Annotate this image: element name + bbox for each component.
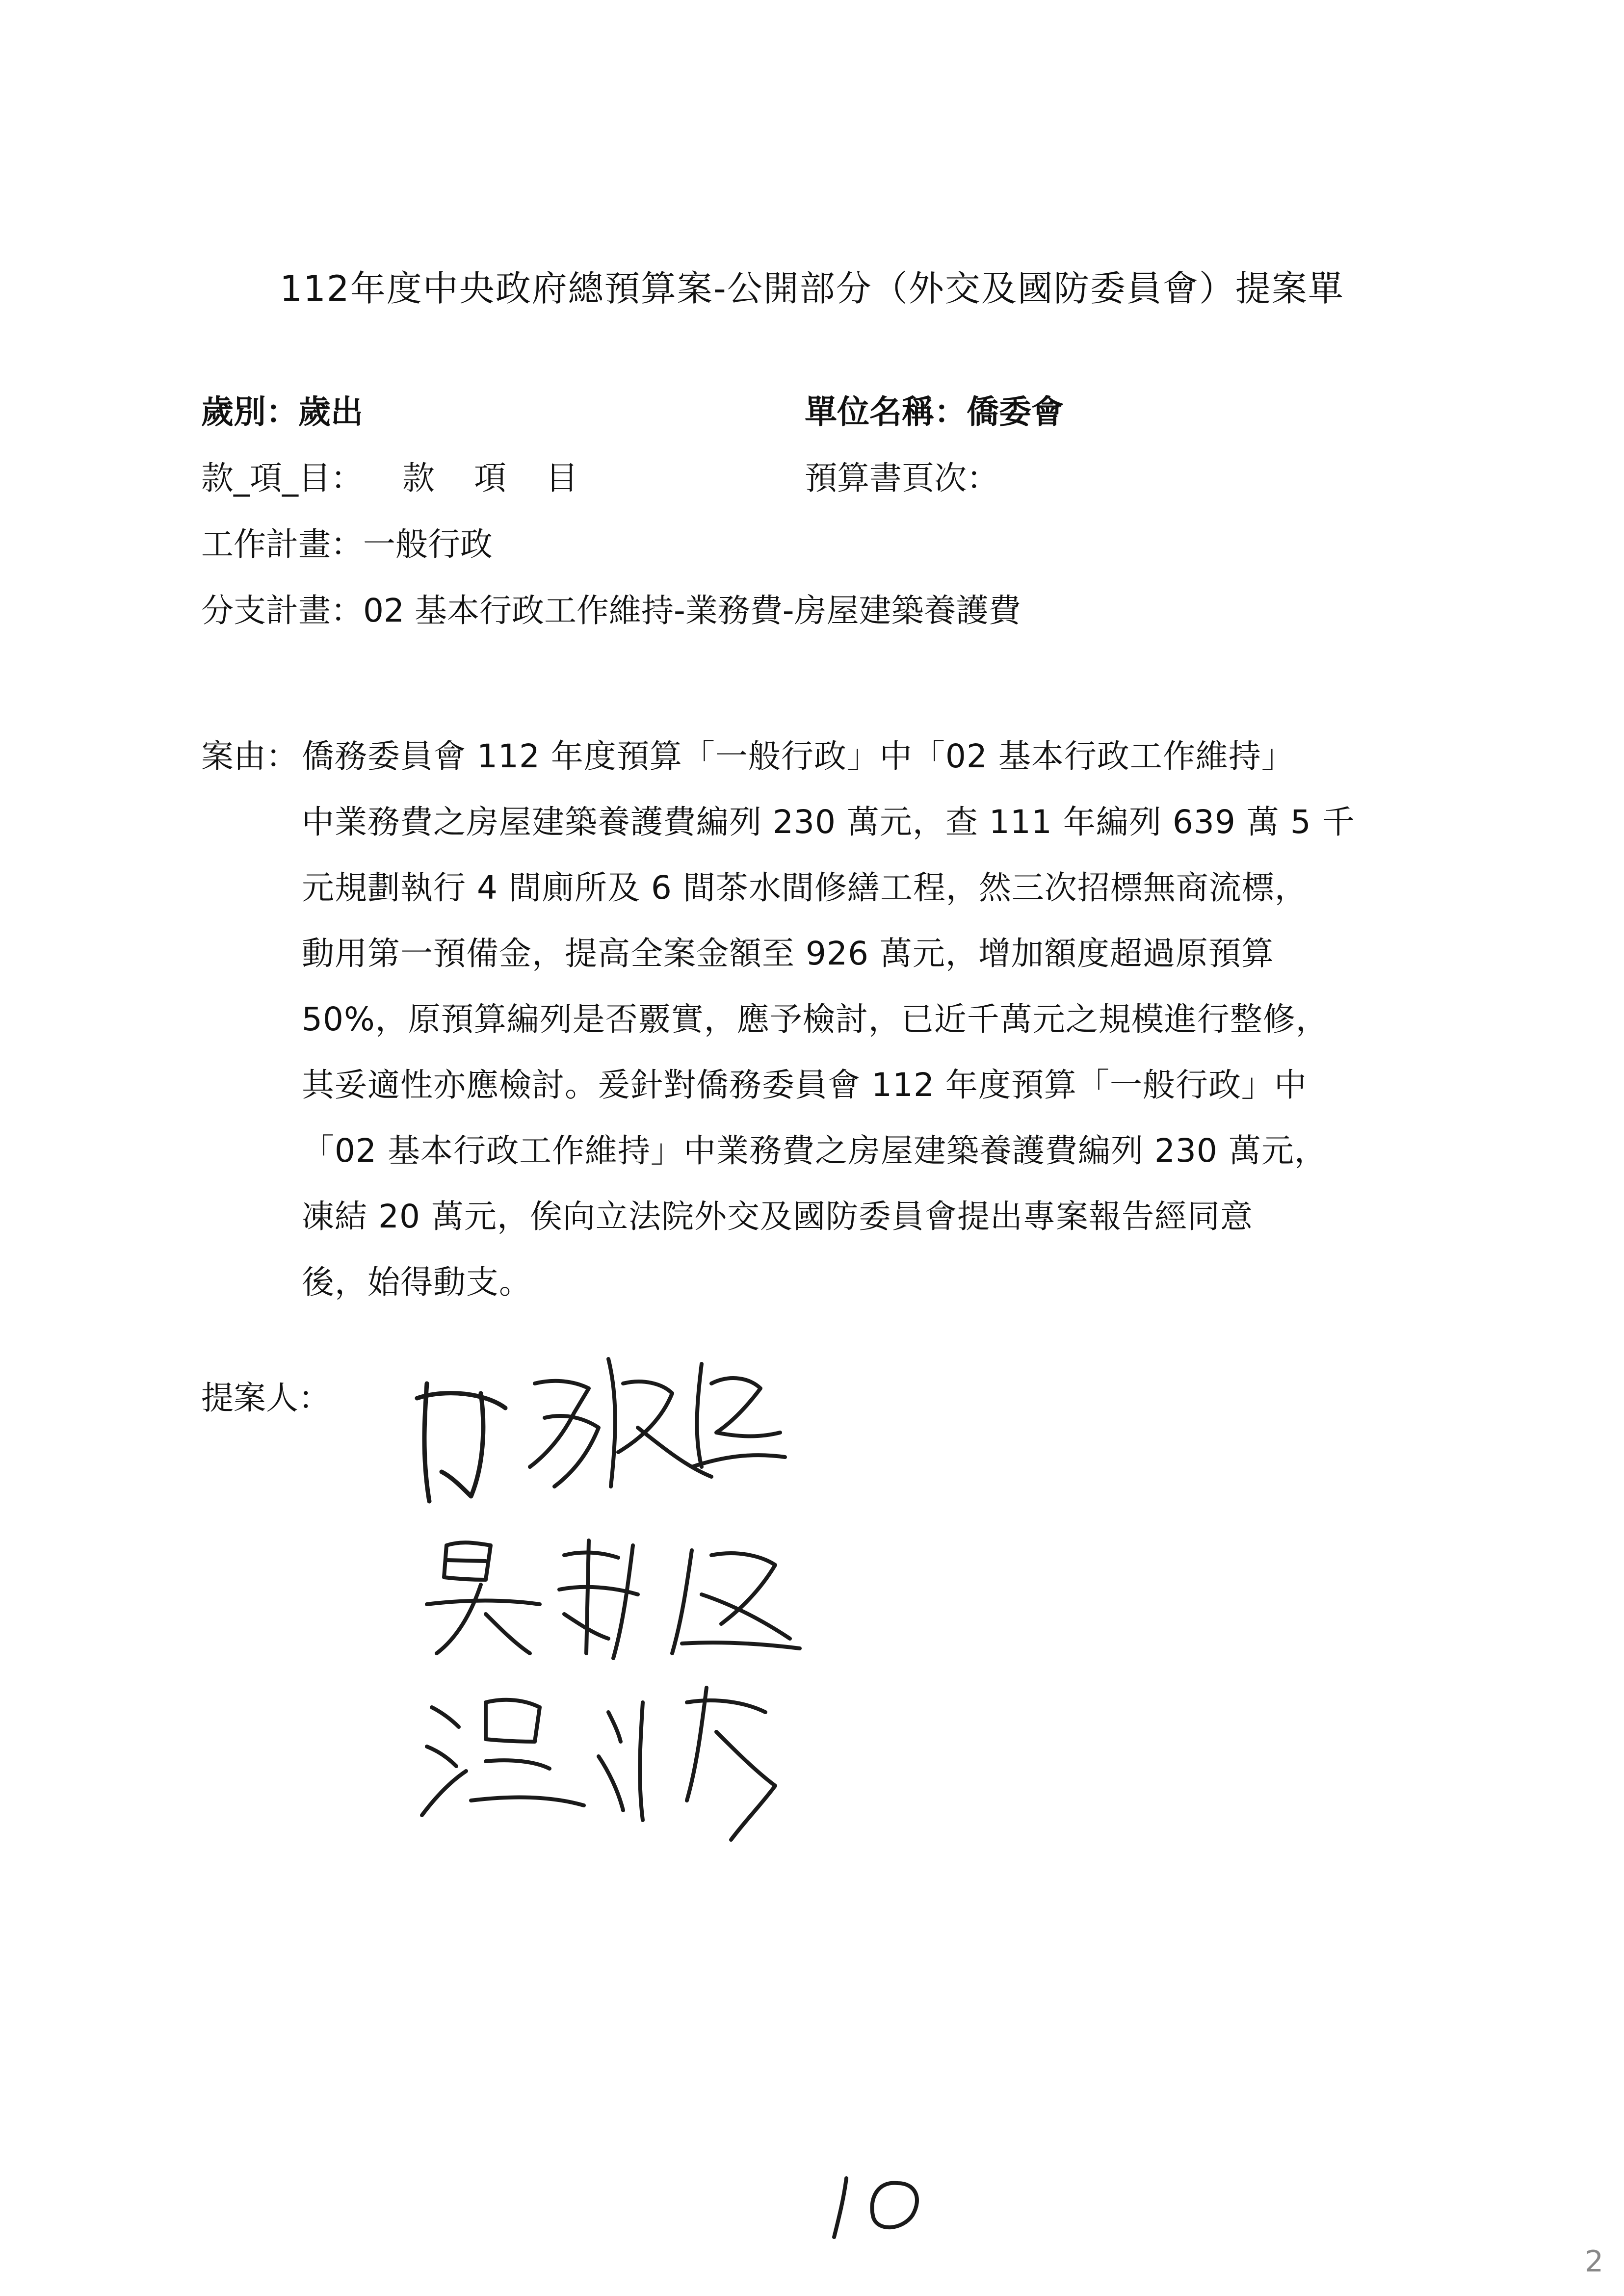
case-line: 後，始得動支。: [302, 1263, 532, 1301]
handwritten-page-number: [824, 2168, 937, 2242]
signature-3: [412, 1673, 800, 1854]
signature-2: [417, 1526, 819, 1673]
item-code-xiang: 項: [474, 459, 506, 497]
document-title: 112年度中央政府總預算案-公開部分（外交及國防委員會）提案單: [280, 268, 1344, 309]
signature-1: [388, 1339, 795, 1526]
case-label: 案由：: [201, 737, 298, 775]
sub-plan-field: 分支計畫：02 基本行政工作維持-業務費-房屋建築養護費: [201, 592, 1021, 629]
case-line: 凍結 20 萬元，俟向立法院外交及國防委員會提出專案報告經同意: [302, 1198, 1253, 1235]
case-line: 50%，原預算編列是否覈實，應予檢討，已近千萬元之規模進行整修，: [302, 1000, 1329, 1038]
page-ref-field: 預算書頁次：: [805, 459, 999, 497]
case-body: [302, 724, 1469, 1315]
item-code-mu: 目: [546, 459, 578, 497]
case-line: 中業務費之房屋建築養護費編列 230 萬元，查 111 年編列 639 萬 5 千: [302, 803, 1355, 841]
item-codes-field: [201, 459, 578, 498]
unit-field: 單位名稱：僑委會: [805, 393, 1064, 431]
item-codes-label: 款_項_目：: [201, 459, 363, 497]
corner-page-number: 2: [1585, 2244, 1604, 2279]
case-line: 「02 基本行政工作維持」中業務費之房屋建築養護費編列 230 萬元，: [302, 1132, 1327, 1170]
case-line: 動用第一預備金，提高全案金額至 926 萬元，增加額度超過原預算: [302, 935, 1274, 972]
item-code-kuan: 款: [402, 459, 435, 497]
proposer-label: 提案人：: [201, 1379, 331, 1417]
category-field: 歲別：歲出: [201, 393, 363, 431]
case-line: 元規劃執行 4 間廁所及 6 間茶水間修繕工程，然三次招標無商流標，: [302, 869, 1308, 907]
case-line: 其妥適性亦應檢討。爰針對僑務委員會 112 年度預算「一般行政」中: [302, 1066, 1307, 1104]
work-plan-field: 工作計畫：一般行政: [201, 525, 493, 563]
case-line: 僑務委員會 112 年度預算「一般行政」中「02 基本行政工作維持」: [302, 737, 1294, 775]
